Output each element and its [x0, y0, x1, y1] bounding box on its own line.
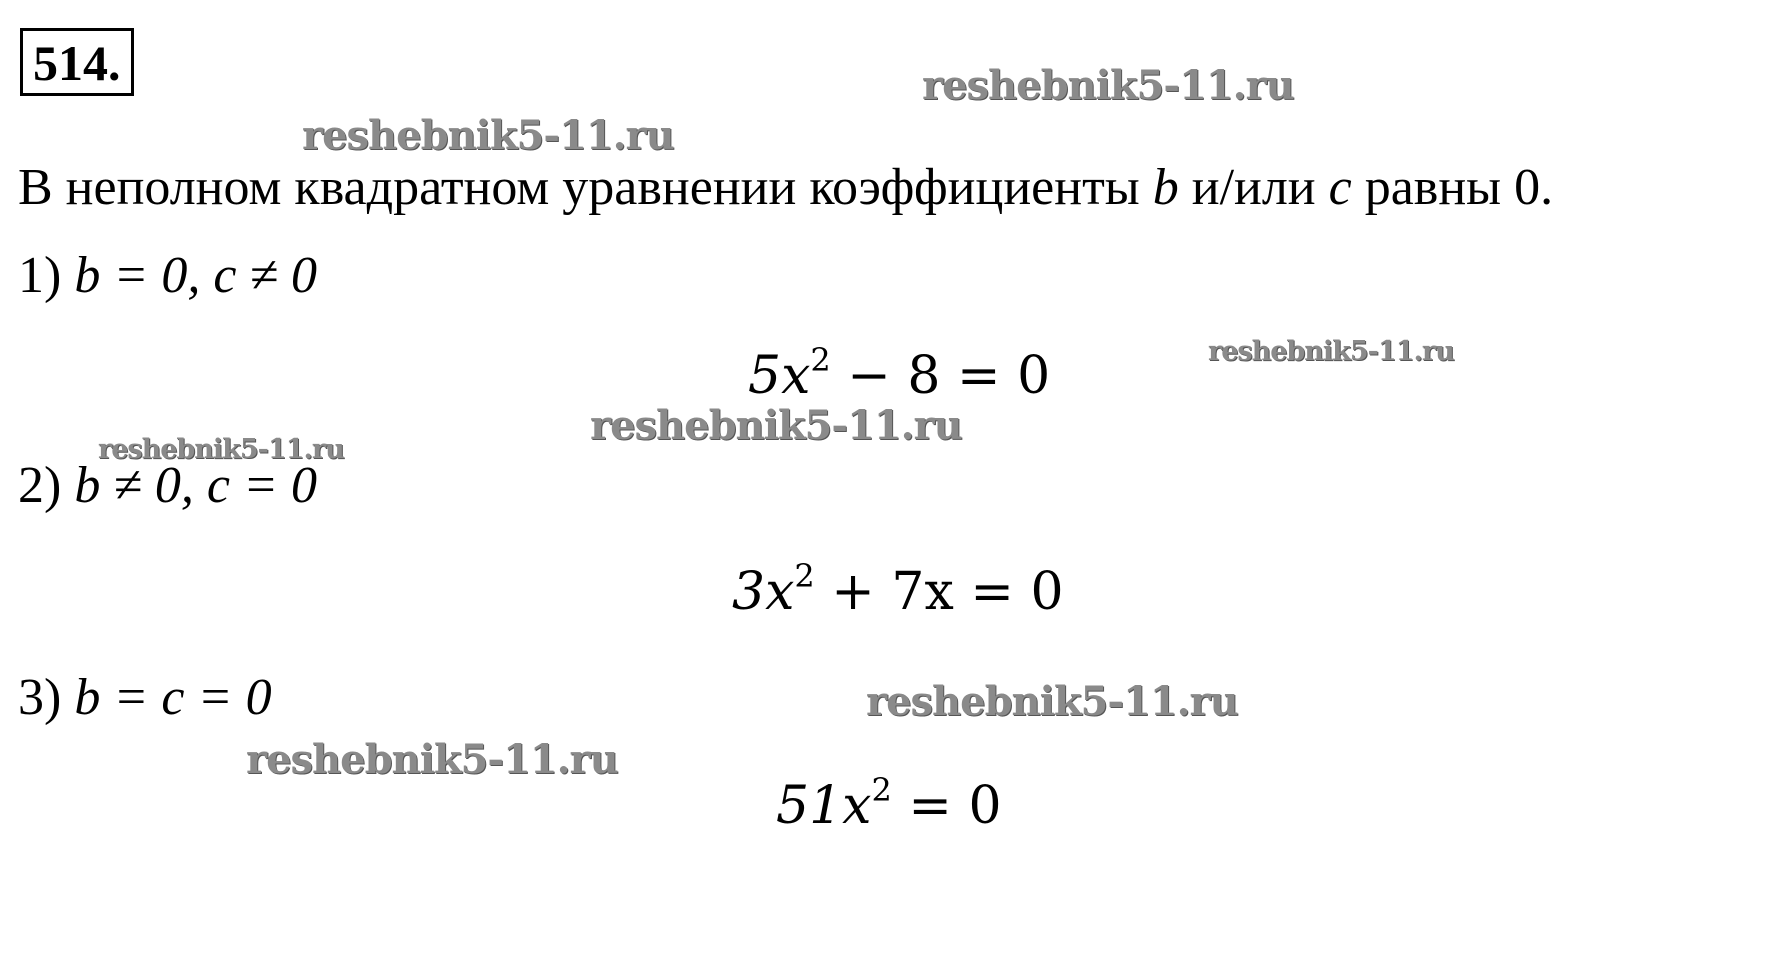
- case-2-equation-power: 2: [794, 557, 815, 595]
- statement-text-3: равны 0.: [1351, 159, 1554, 216]
- case-1-equation-power: 2: [810, 341, 831, 379]
- case-2-equation-base: 3x: [732, 562, 795, 622]
- watermark-4: reshebnik5-11.ru: [590, 402, 962, 449]
- case-3-equation: [776, 771, 1002, 836]
- case-1-condition-text: b = 0, c ≠ 0: [74, 247, 318, 304]
- case-1-condition: [18, 246, 317, 306]
- case-2-equation-rest: + 7x = 0: [814, 562, 1064, 622]
- case-3-equation-rest: = 0: [891, 776, 1002, 836]
- statement-var-c: c: [1328, 159, 1352, 216]
- watermark-6: reshebnik5-11.ru: [866, 678, 1238, 725]
- case-3-equation-power: 2: [871, 771, 892, 809]
- problem-number-box: 514.: [20, 28, 134, 96]
- case-1-equation: [748, 341, 1051, 406]
- case-1-equation-base: 5x: [748, 346, 811, 406]
- case-3-condition-text: b = c = 0: [74, 669, 272, 726]
- case-2-condition-text: b ≠ 0, c = 0: [74, 457, 318, 514]
- case-2-equation: [732, 557, 1064, 622]
- case-3-label: 3): [18, 669, 75, 726]
- problem-statement: [18, 158, 1553, 218]
- watermark-5: reshebnik5-11.ru: [98, 434, 344, 465]
- watermark-2: reshebnik5-11.ru: [302, 112, 674, 159]
- statement-var-b: b: [1152, 159, 1179, 216]
- statement-text-1: В неполном квадратном уравнении коэффициенты: [18, 159, 1153, 216]
- case-1-equation-rest: − 8 = 0: [830, 346, 1051, 406]
- case-1-label: 1): [18, 247, 75, 304]
- watermark-3: reshebnik5-11.ru: [1208, 336, 1454, 367]
- case-3-condition: [18, 668, 272, 728]
- statement-text-2: и/или: [1178, 159, 1329, 216]
- watermark-1: reshebnik5-11.ru: [922, 62, 1294, 109]
- case-3-equation-base: 51x: [776, 776, 872, 836]
- watermark-7: reshebnik5-11.ru: [246, 736, 618, 783]
- case-2-label: 2): [18, 457, 75, 514]
- case-2-condition: [18, 456, 317, 516]
